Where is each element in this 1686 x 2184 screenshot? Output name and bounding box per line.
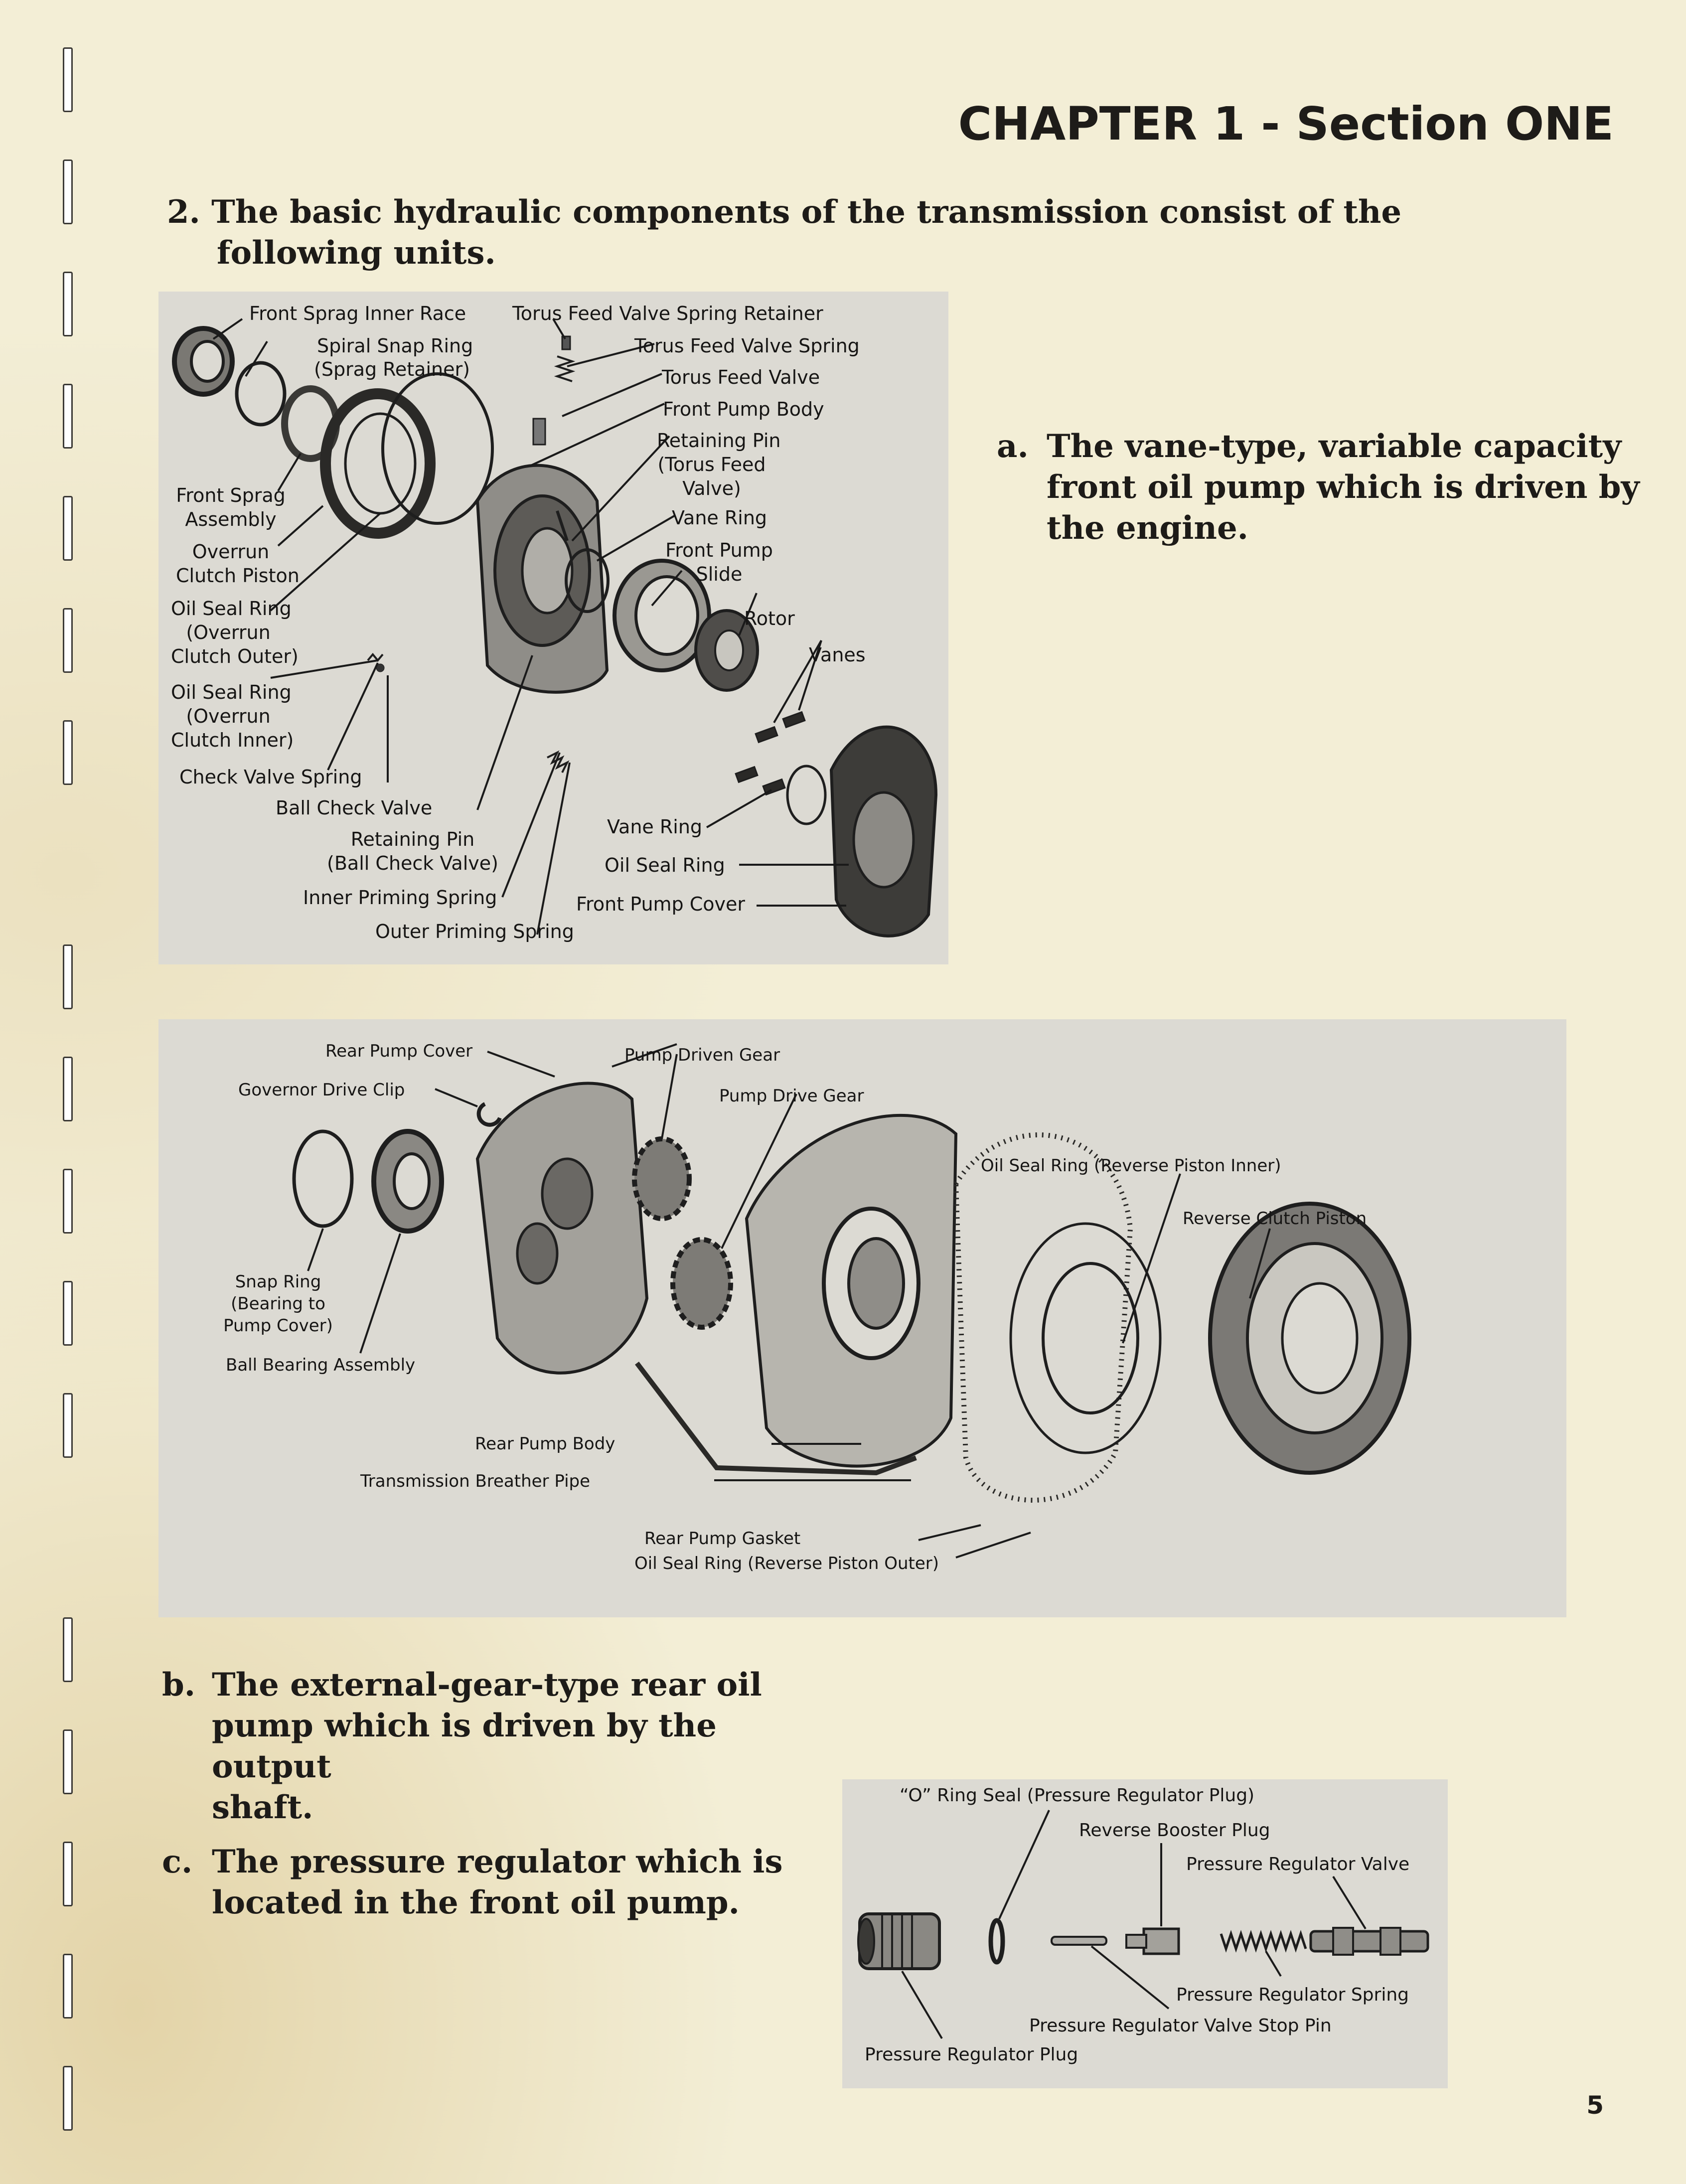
binding-slot (63, 1954, 73, 2019)
label-outer-priming-spring: Outer Priming Spring (375, 921, 574, 942)
label-pressure-regulator-plug: Pressure Regulator Plug (865, 2044, 1078, 2065)
intro-number: 2. (167, 193, 200, 231)
binding-slot (63, 1169, 73, 1234)
label-pump-drive-gear: Pump Drive Gear (719, 1086, 864, 1106)
chapter-title: CHAPTER 1 - Section ONE (958, 97, 1614, 151)
intro-line-1: The basic hydraulic components of the transmission consist of the (211, 193, 1402, 231)
label-rear-pump-cover: Rear Pump Cover (325, 1041, 473, 1061)
label-spiral-snap-ring: Spiral Snap Ring (317, 335, 473, 357)
label-rear-pump-gasket: Rear Pump Gasket (644, 1529, 801, 1549)
binding-slot (63, 384, 73, 449)
label-overrun-clutch-piston: Overrun Clutch Piston (176, 541, 300, 587)
binding-slot (63, 1393, 73, 1458)
item-a-line: the engine. (1047, 509, 1248, 547)
binding-slot (63, 720, 73, 785)
label-pump-driven-gear: Pump Driven Gear (624, 1045, 780, 1065)
label-ball-check-valve: Ball Check Valve (276, 797, 433, 819)
binding-slot (63, 272, 73, 336)
binding-slot (63, 1057, 73, 1121)
binding-slot (63, 1281, 73, 1346)
label-torus-feed-valve-spring: Torus Feed Valve Spring (634, 335, 860, 357)
page-number: 5 (1586, 2091, 1604, 2120)
label-front-pump-body: Front Pump Body (663, 398, 824, 420)
label-governor-drive-clip: Governor Drive Clip (238, 1080, 405, 1100)
label-front-pump-slide: Front Pump Slide (665, 539, 773, 585)
label-inner-priming-spring: Inner Priming Spring (303, 887, 497, 909)
item-a-line: front oil pump which is driven by (1047, 468, 1640, 506)
label-front-sprag-assembly: Front Sprag Assembly (176, 484, 286, 530)
label-oil-seal-reverse-outer: Oil Seal Ring (Reverse Piston Outer) (634, 1554, 939, 1573)
item-b-letter: b. (162, 1666, 196, 1704)
label-torus-feed-valve: Torus Feed Valve (662, 366, 820, 388)
item-c-line: located in the front oil pump. (212, 1884, 740, 1921)
item-b-line: The external-gear-type rear oil (212, 1666, 762, 1704)
label-rear-pump-body: Rear Pump Body (475, 1434, 615, 1454)
label-retaining-pin-ball-check: Retaining Pin (Ball Check Valve) (327, 828, 498, 874)
label-oil-seal-overrun-inner: Oil Seal Ring (Overrun Clutch Inner) (171, 681, 294, 751)
item-c (162, 1842, 825, 1923)
label-pressure-regulator-valve: Pressure Regulator Valve (1186, 1854, 1410, 1874)
label-front-pump-cover: Front Pump Cover (576, 893, 746, 915)
label-vane-ring-bottom: Vane Ring (607, 816, 703, 838)
label-o-ring-seal: “O” Ring Seal (Pressure Regulator Plug) (900, 1785, 1255, 1806)
label-pressure-regulator-spring: Pressure Regulator Spring (1176, 1985, 1409, 2005)
binding-slot (63, 944, 73, 1009)
binding-slot (63, 1729, 73, 1794)
label-front-sprag-inner-race: Front Sprag Inner Race (249, 303, 466, 324)
binding-slot (63, 496, 73, 561)
rear-pump-illustration (158, 1019, 1566, 1617)
item-b-line: shaft. (212, 1789, 313, 1826)
front-pump-exploded-figure (158, 292, 948, 964)
label-oil-seal-reverse-inner: Oil Seal Ring (Reverse Piston Inner) (981, 1156, 1281, 1176)
item-b (162, 1665, 825, 1828)
label-vanes: Vanes (809, 644, 866, 666)
binding-slot (63, 47, 73, 112)
label-torus-feed-valve-spring-retainer: Torus Feed Valve Spring Retainer (512, 303, 823, 324)
pressure-regulator-figure (842, 1779, 1448, 2088)
rear-pump-exploded-figure (158, 1019, 1566, 1617)
binding-slot (63, 608, 73, 673)
intro-line-2: following units. (217, 234, 496, 272)
label-vane-ring-top: Vane Ring (672, 507, 767, 529)
label-retaining-pin-torus: Retaining Pin (Torus Feed Valve) (657, 430, 781, 499)
label-sprag-retainer: (Sprag Retainer) (314, 358, 470, 380)
binding-slot (63, 2066, 73, 2131)
label-oil-seal-ring: Oil Seal Ring (605, 854, 725, 876)
intro-paragraph (167, 192, 1413, 274)
label-pressure-regulator-valve-stop-pin: Pressure Regulator Valve Stop Pin (1029, 2016, 1332, 2036)
item-c-letter: c. (162, 1843, 193, 1880)
label-reverse-booster-plug: Reverse Booster Plug (1079, 1820, 1270, 1841)
label-check-valve-spring: Check Valve Spring (179, 766, 362, 788)
label-oil-seal-overrun-outer: Oil Seal Ring (Overrun Clutch Outer) (171, 598, 299, 667)
item-a-letter: a. (997, 428, 1029, 465)
label-snap-ring-bearing: Snap Ring (Bearing to Pump Cover) (223, 1272, 333, 1336)
label-rotor: Rotor (744, 608, 795, 629)
item-a (997, 426, 1655, 549)
item-b-line: pump which is driven by the output (212, 1707, 717, 1785)
item-a-line: The vane-type, variable capacity (1047, 428, 1622, 465)
binding-slot (63, 159, 73, 224)
item-c-line: The pressure regulator which is (212, 1843, 783, 1880)
label-ball-bearing-assembly: Ball Bearing Assembly (226, 1355, 416, 1375)
label-reverse-clutch-piston: Reverse Clutch Piston (1183, 1209, 1367, 1229)
binding-slot (63, 1842, 73, 1906)
label-transmission-breather-pipe: Transmission Breather Pipe (360, 1471, 591, 1491)
binding-slot (63, 1617, 73, 1682)
